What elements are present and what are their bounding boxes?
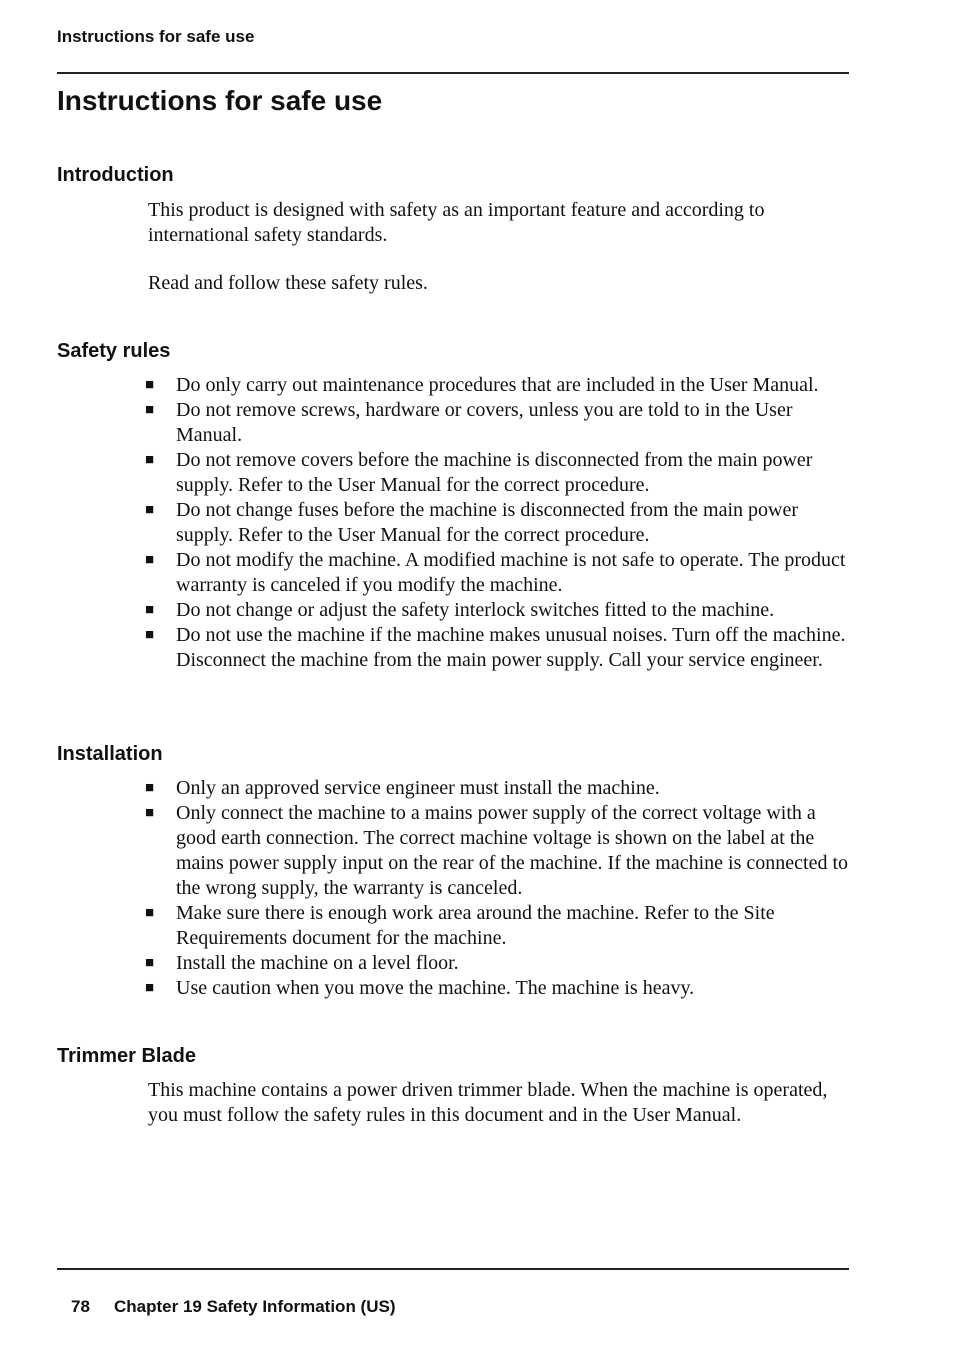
footer-divider [57, 1268, 849, 1270]
list-item-text: Do not change or adjust the safety interlock switches fitted to the machine. [176, 599, 775, 621]
list-item-text: Use caution when you move the machine. The machine is heavy. [176, 977, 695, 999]
section-heading-trimmer-blade: Trimmer Blade [57, 1045, 196, 1067]
page-number: 78 [71, 1297, 90, 1316]
bullet-icon: ■ [145, 452, 155, 468]
bullet-icon: ■ [145, 552, 155, 568]
paragraph: This machine contains a power driven trimmer blade. When the machine is operated, you must follow the safety rules in this document and in the User Manual. [148, 1079, 828, 1126]
list-item-text: Only an approved service engineer must install the machine. [176, 777, 660, 799]
paragraph: This product is designed with safety as an important feature and according to international safety standards. [148, 199, 765, 246]
list-item [145, 373, 853, 398]
bullet-icon: ■ [145, 627, 155, 643]
bullet-icon: ■ [145, 980, 155, 996]
list-item-text: Install the machine on a level floor. [176, 952, 459, 974]
list-item-text: Do only carry out maintenance procedures that are included in the User Manual. [176, 374, 819, 396]
list-item [145, 623, 853, 673]
bullet-icon: ■ [145, 602, 155, 618]
list-item [145, 398, 853, 448]
safety-rules-list [145, 373, 853, 673]
list-item [145, 801, 853, 901]
list-item-text: Make sure there is enough work area around the machine. Refer to the Site Requirements document for the machine. [176, 902, 775, 949]
list-item [145, 498, 853, 548]
list-item [145, 901, 853, 951]
introduction-body [148, 198, 853, 296]
list-item [145, 776, 853, 801]
list-item-text: Do not change fuses before the machine is disconnected from the main power supply. Refer to the User Manual for the correct procedure. [176, 499, 799, 546]
list-item [145, 548, 853, 598]
chapter-title: Chapter 19 Safety Information (US) [114, 1297, 396, 1316]
list-item-text: Only connect the machine to a mains power supply of the correct voltage with a good earth connection. The correct machine voltage is shown on the label at the mains power supply input on the rear of the machine. If the machine is connected to the wrong supply, the warranty is canceled. [176, 802, 849, 899]
bullet-icon: ■ [145, 377, 155, 393]
bullet-icon: ■ [145, 805, 155, 821]
list-item [145, 598, 853, 623]
list-item-text: Do not use the machine if the machine makes unusual noises. Turn off the machine. Disconnect the machine from the main power supply. Call your service engineer. [176, 624, 846, 671]
installation-list [145, 776, 853, 1001]
page-title: Instructions for safe use [57, 85, 383, 116]
bullet-icon: ■ [145, 502, 155, 518]
section-heading-introduction: Introduction [57, 164, 174, 186]
list-item-text: Do not remove covers before the machine is disconnected from the main power supply. Refer to the User Manual for the correct procedure. [176, 449, 813, 496]
list-item [145, 448, 853, 498]
bullet-icon: ■ [145, 402, 155, 418]
paragraph: Read and follow these safety rules. [148, 272, 428, 294]
list-item-text: Do not remove screws, hardware or covers, unless you are told to in the User Manual. [176, 399, 793, 446]
bullet-icon: ■ [145, 955, 155, 971]
header-divider [57, 72, 849, 74]
list-item-text: Do not modify the machine. A modified machine is not safe to operate. The product warranty is canceled if you modify the machine. [176, 549, 846, 596]
section-heading-installation: Installation [57, 743, 163, 765]
trimmer-blade-body [148, 1078, 853, 1128]
bullet-icon: ■ [145, 780, 155, 796]
running-header: Instructions for safe use [57, 27, 255, 46]
list-item [145, 976, 853, 1001]
list-item [145, 951, 853, 976]
section-heading-safety-rules: Safety rules [57, 340, 171, 362]
bullet-icon: ■ [145, 905, 155, 921]
